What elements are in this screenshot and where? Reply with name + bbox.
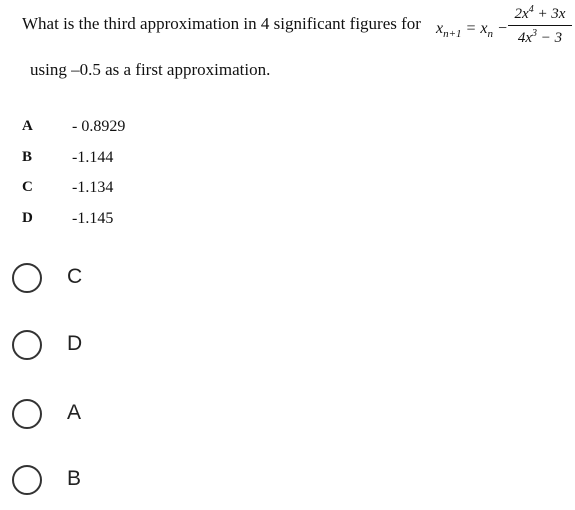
answer-choice-c[interactable] (12, 263, 212, 303)
option-value: -1.144 (72, 149, 114, 166)
option-value: - 0.8929 (72, 118, 126, 135)
question-line-1: What is the third approximation in 4 significant figures for (22, 14, 421, 33)
newton-raphson-formula (436, 4, 575, 52)
option-letter: C (22, 179, 33, 195)
formula-denominator: $4x^3 - 3$ (517, 28, 563, 46)
option-value: -1.134 (72, 179, 114, 196)
choice-label: D (67, 332, 83, 355)
option-letter: A (22, 118, 33, 134)
option-value: -1.145 (72, 210, 114, 227)
formula-numerator: $2x^4 + 3x$ (508, 4, 572, 26)
choice-label: B (67, 467, 82, 490)
radio-button[interactable] (12, 465, 42, 495)
answer-choice-d[interactable] (12, 330, 212, 370)
choice-label: A (67, 401, 82, 424)
choice-label: C (67, 265, 83, 288)
question-line-2: using –0.5 as a first approximation. (30, 60, 271, 79)
question-text (22, 0, 575, 100)
option-letter: B (22, 149, 33, 165)
radio-button[interactable] (12, 263, 42, 293)
formula-lhs: $x_{n+1} = x_n$ − (436, 20, 508, 41)
formula-fraction (508, 4, 572, 47)
option-letter: D (22, 210, 33, 226)
answer-choice-b[interactable] (12, 465, 212, 505)
answer-choice-a[interactable] (12, 399, 212, 439)
radio-button[interactable] (12, 399, 42, 429)
radio-button[interactable] (12, 330, 42, 360)
